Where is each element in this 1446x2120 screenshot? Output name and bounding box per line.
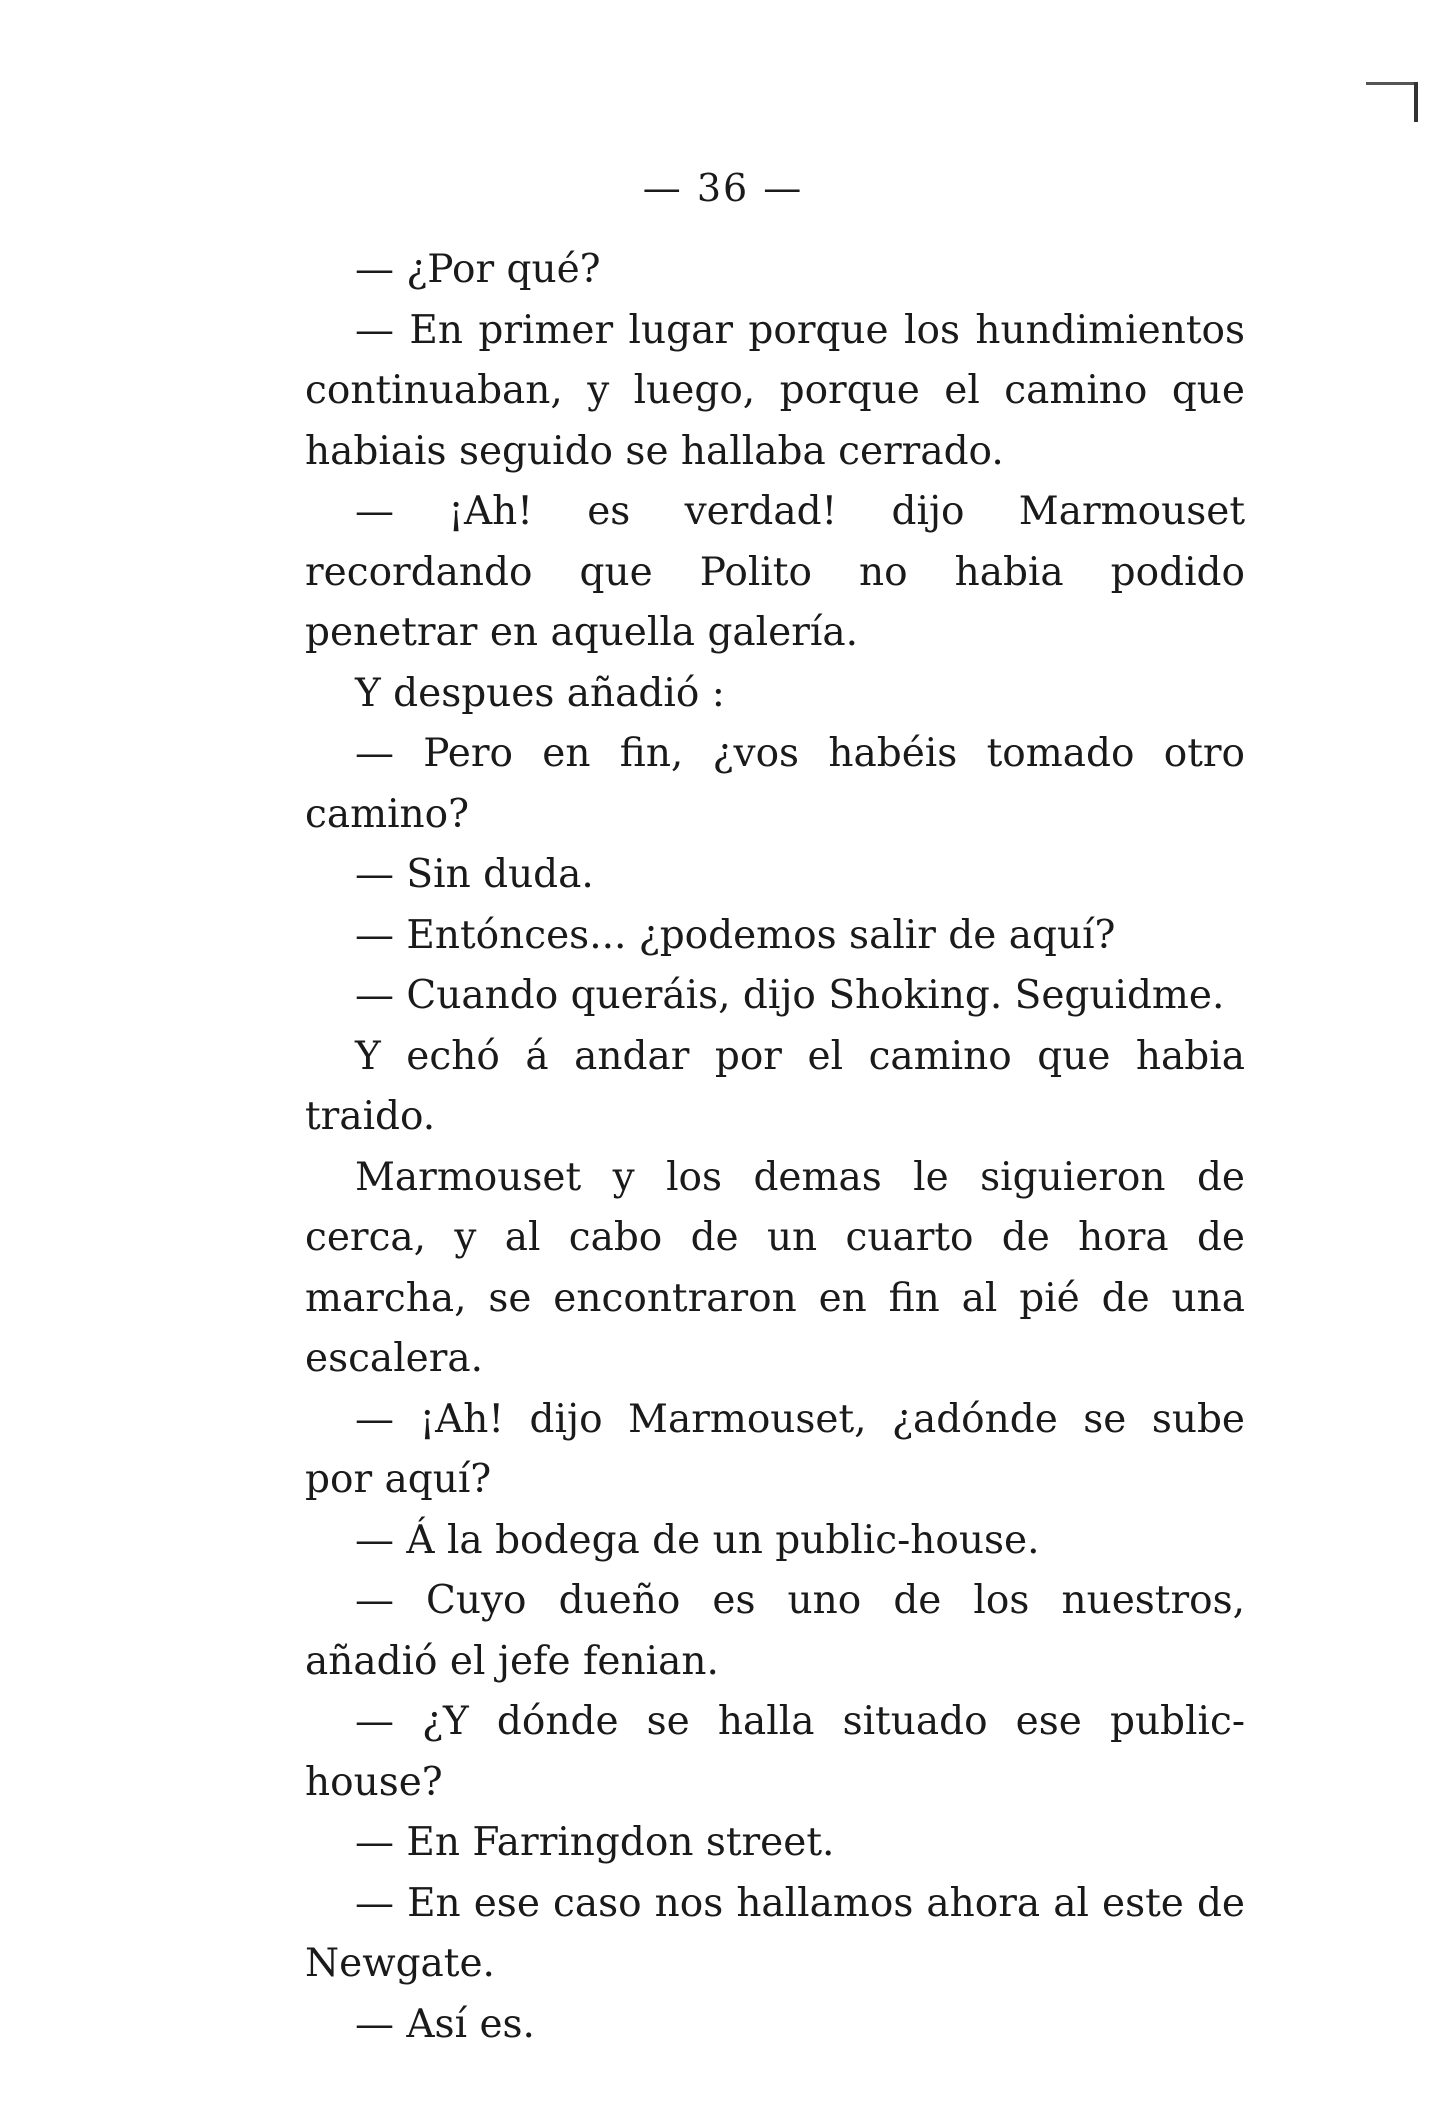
page-number: — 36 — <box>642 166 804 210</box>
paragraph: — En Farringdon street. <box>355 1820 835 1865</box>
paragraph: — Cuyo dueño es uno de los nuestros, añadió el jefe fenian. <box>305 1578 1245 1684</box>
paragraph: Marmouset y los demas le siguieron de cerca, y al cabo de un cuarto de hora de marcha, se encontraron en fin al pié de una escalera. <box>305 1154 1245 1381</box>
body-text <box>305 240 1245 2055</box>
paragraph: — En primer lugar porque los hundimientos continuaban, y luego, porque el camino que habiais seguido se hallaba cerrado. <box>305 307 1245 474</box>
paragraph: Y despues añadió : <box>355 670 725 716</box>
paragraph: Y echó á andar por el camino que habia traido. <box>305 1033 1245 1139</box>
page-corner-mark <box>1356 60 1446 140</box>
paragraph: — Cuando queráis, dijo Shoking. Seguidme. <box>355 973 1225 1018</box>
paragraph: — Así es. <box>355 2001 535 2047</box>
corner-mark-vertical <box>1414 82 1418 122</box>
paragraph: — ¿Por qué? <box>355 247 601 292</box>
paragraph: — ¿Y dónde se halla situado ese public-house? <box>305 1699 1245 1805</box>
paragraph: — ¡Ah! dijo Marmouset, ¿adónde se sube por aquí? <box>305 1396 1245 1502</box>
paragraph: — Á la bodega de un public-house. <box>355 1517 1040 1563</box>
paragraph: — ¡Ah! es verdad! dijo Marmouset recordando que Polito no habia podido penetrar en aquella galería. <box>305 489 1245 655</box>
paragraph: — Entónces... ¿podemos salir de aquí? <box>355 912 1116 958</box>
paragraph: — En ese caso nos hallamos ahora al este de Newgate. <box>305 1880 1245 1986</box>
corner-mark-horizontal <box>1366 82 1414 85</box>
paragraph: — Pero en fin, ¿vos habéis tomado otro camino? <box>305 731 1245 837</box>
paragraph: — Sin duda. <box>355 852 594 897</box>
